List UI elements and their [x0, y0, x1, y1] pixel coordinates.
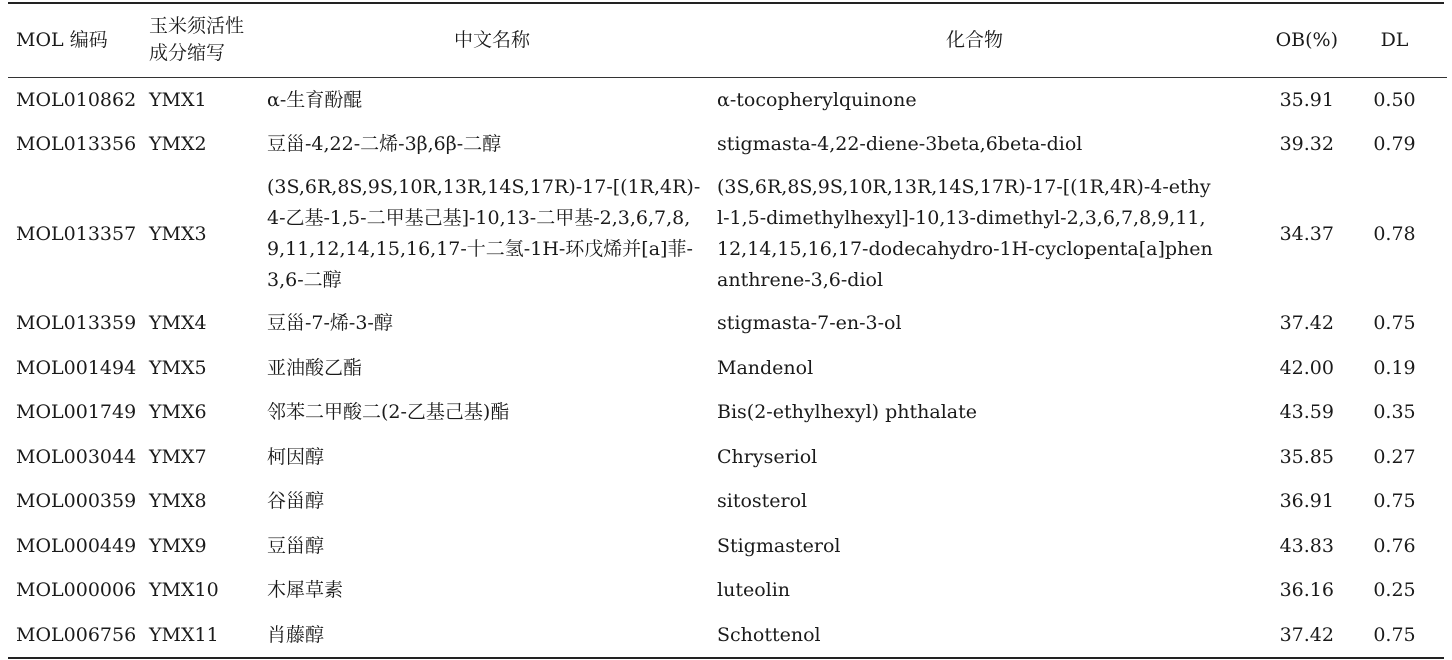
cell-mol-code: MOL013359 — [16, 312, 137, 335]
cell-compound — [717, 166, 1232, 301]
cell-abbreviation: YMX9 — [149, 534, 207, 557]
header-ob: OB(%) — [1232, 4, 1342, 77]
header-compound: 化合物 — [717, 4, 1232, 77]
cell-mol-code: MOL013356 — [16, 132, 137, 155]
cell-compound: Schottenol — [717, 623, 821, 646]
cell-ob: 36.16 — [1279, 579, 1334, 602]
table-row — [8, 524, 1447, 569]
cell-ob: 35.85 — [1279, 445, 1334, 468]
cell-ob: 42.00 — [1279, 356, 1334, 379]
cell-dl: 0.76 — [1373, 534, 1416, 557]
compound-table — [8, 4, 1447, 657]
table-row — [8, 613, 1447, 658]
cell-ob: 37.42 — [1279, 623, 1334, 646]
header-abbreviation — [149, 4, 267, 77]
table-row — [8, 166, 1447, 301]
header-abbreviation-text: 玉米须活性成分缩写 — [149, 15, 245, 65]
cell-dl: 0.75 — [1373, 490, 1416, 513]
cell-ob: 37.42 — [1279, 312, 1334, 335]
cell-abbreviation: YMX2 — [149, 132, 207, 155]
cell-mol-code: MOL000449 — [16, 534, 137, 557]
cell-dl: 0.19 — [1373, 356, 1416, 379]
table-row — [8, 479, 1447, 524]
cell-dl: 0.78 — [1373, 222, 1416, 245]
cell-compound: α-tocopherylquinone — [717, 88, 917, 111]
compound-table-wrapper — [8, 2, 1444, 659]
cell-abbreviation: YMX1 — [149, 88, 207, 111]
cell-abbreviation: YMX7 — [149, 445, 207, 468]
cell-chinese-name: 邻苯二甲酸二(2-乙基己基)酯 — [267, 401, 510, 424]
cell-abbreviation: YMX11 — [149, 623, 219, 646]
cell-dl: 0.50 — [1373, 88, 1416, 111]
cell-ob: 34.37 — [1279, 222, 1334, 245]
table-row — [8, 390, 1447, 435]
cell-dl: 0.75 — [1373, 312, 1416, 335]
cell-chinese-name: 亚油酸乙酯 — [267, 356, 363, 379]
header-row — [8, 4, 1447, 77]
cell-abbreviation: YMX3 — [149, 222, 207, 245]
cell-ob: 43.83 — [1279, 534, 1334, 557]
header-mol-code: MOL 编码 — [8, 4, 149, 77]
cell-mol-code: MOL006756 — [16, 623, 137, 646]
table-body — [8, 77, 1447, 657]
cell-chinese-name: 谷甾醇 — [267, 490, 325, 513]
cell-chinese-name: α-生育酚醌 — [267, 88, 363, 111]
cell-ob: 39.32 — [1279, 132, 1334, 155]
table-row — [8, 435, 1447, 480]
cell-compound: stigmasta-7-en-3-ol — [717, 312, 902, 335]
cell-chinese-name: 肖藤醇 — [267, 623, 325, 646]
cell-mol-code: MOL001494 — [16, 356, 137, 379]
cell-dl: 0.79 — [1373, 132, 1416, 155]
cell-mol-code: MOL000006 — [16, 579, 137, 602]
cell-mol-code: MOL013357 — [16, 222, 137, 245]
cell-ob: 43.59 — [1279, 401, 1334, 424]
cell-chinese-name: 柯因醇 — [267, 445, 325, 468]
cell-compound: sitosterol — [717, 490, 808, 513]
cell-compound-text: (3S,6R,8S,9S,10R,13R,14S,17R)-17-[(1R,4R)-4-ethyl-1,5-dimethylhexyl]-10,13-dimethyl-2,3,6,7,8,9,11,12,14,15,16,17-dodecahydro-1H-cyclopenta[a]phenanthrene-3,6-diol — [717, 175, 1213, 291]
cell-abbreviation: YMX8 — [149, 490, 207, 513]
cell-abbreviation: YMX6 — [149, 401, 207, 424]
cell-mol-code: MOL001749 — [16, 401, 137, 424]
cell-chinese-name — [267, 166, 717, 301]
cell-chinese-name: 豆甾-7-烯-3-醇 — [267, 312, 393, 335]
cell-ob: 35.91 — [1279, 88, 1334, 111]
cell-chinese-name-text: (3S,6R,8S,9S,10R,13R,14S,17R)-17-[(1R,4R)-4-乙基-1,5-二甲基己基]-10,13-二甲基-2,3,6,7,8,9,11,12,14,15,16,17-十二氢-1H-环戊烯并[a]菲-3,6-二醇 — [267, 175, 701, 291]
cell-chinese-name: 豆甾-4,22-二烯-3β,6β-二醇 — [267, 132, 502, 155]
cell-compound: Mandenol — [717, 356, 814, 379]
table-row — [8, 346, 1447, 391]
table-header — [8, 4, 1447, 77]
cell-dl: 0.75 — [1373, 623, 1416, 646]
cell-chinese-name: 豆甾醇 — [267, 534, 325, 557]
cell-chinese-name: 木犀草素 — [267, 579, 344, 602]
cell-mol-code: MOL000359 — [16, 490, 137, 513]
cell-dl: 0.25 — [1373, 579, 1416, 602]
cell-compound: stigmasta-4,22-diene-3beta,6beta-diol — [717, 132, 1083, 155]
cell-abbreviation: YMX10 — [149, 579, 219, 602]
cell-compound: Bis(2-ethylhexyl) phthalate — [717, 401, 977, 424]
cell-abbreviation: YMX5 — [149, 356, 207, 379]
cell-dl: 0.27 — [1373, 445, 1416, 468]
cell-compound: Chryseriol — [717, 445, 818, 468]
cell-abbreviation: YMX4 — [149, 312, 207, 335]
cell-mol-code: MOL003044 — [16, 445, 137, 468]
header-chinese-name: 中文名称 — [267, 4, 717, 77]
table-row — [8, 568, 1447, 613]
table-row — [8, 301, 1447, 346]
table-row — [8, 122, 1447, 167]
header-dl: DL — [1342, 4, 1447, 77]
cell-compound: luteolin — [717, 579, 791, 602]
cell-dl: 0.35 — [1373, 401, 1416, 424]
table-row — [8, 77, 1447, 122]
cell-mol-code: MOL010862 — [16, 88, 137, 111]
cell-compound: Stigmasterol — [717, 534, 841, 557]
cell-ob: 36.91 — [1279, 490, 1334, 513]
